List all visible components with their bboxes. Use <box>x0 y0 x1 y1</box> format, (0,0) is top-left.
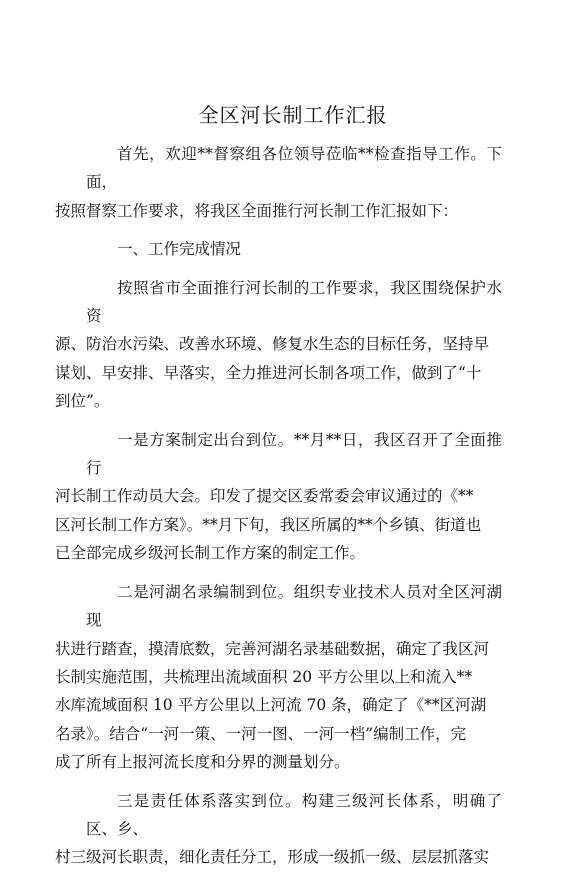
section-heading <box>86 235 502 263</box>
paragraph-line: 区河长制工作方案》。**月下旬，我区所属的**个乡镇、街道也 <box>55 515 482 534</box>
section-heading-text: 一、工作完成情况 <box>117 240 242 259</box>
paragraph-line: 已全部完成乡级河长制工作方案的制定工作。 <box>55 544 366 563</box>
paragraph-line: 二是河湖名录编制到位。组织专业技术人员对全区河湖现 <box>86 582 502 630</box>
paragraph-line: 成了所有上报河流长度和分界的测量划分。 <box>55 753 350 772</box>
paragraph-line: 名录》。结合“一河一策、一河一图、一河一档”编制工作，完 <box>55 724 467 743</box>
paragraph-line: 按照省市全面推行河长制的工作要求，我区围绕保护水资 <box>86 278 502 326</box>
paragraph-line: 村三级河长职责，细化责任分工，形成一级抓一级、层层抓落实 <box>55 848 490 867</box>
paragraph-line: 长制实施范围，共梳理出流域面积 20 平方公里以上和流入** <box>55 667 473 686</box>
paragraph-line: 一是方案制定出台到位。**月**日，我区召开了全面推行 <box>86 430 502 478</box>
document-title: 全区河长制工作汇报 <box>198 103 388 127</box>
paragraph-line: 源、防治水污染、改善水环境、修复水生态的目标任务，坚持早 <box>55 335 490 354</box>
paragraph-intro <box>55 140 502 225</box>
paragraph-line: 按照督察工作要求，将我区全面推行河长制工作汇报如下： <box>55 201 459 220</box>
paragraph-line: 水库流域面积 10 平方公里以上河流 70 条，确定了《**区河湖 <box>55 696 487 715</box>
paragraph-line: 状进行踏查，摸清底数，完善河湖名录基础数据，确定了我区河 <box>55 639 490 658</box>
paragraph-directory <box>55 578 502 777</box>
document-body <box>55 140 502 872</box>
paragraph-plan <box>55 426 502 568</box>
paragraph-responsibility <box>55 787 502 872</box>
paragraph-line: 首先，欢迎**督察组各位领导莅临**检查指导工作。下面， <box>86 145 502 192</box>
paragraph-overview <box>55 274 502 416</box>
paragraph-line: 三是责任体系落实到位。构建三级河长体系，明确了区、乡、 <box>86 791 502 838</box>
paragraph-line: 河长制工作动员大会。印发了提交区委常委会审议通过的《** <box>55 487 474 506</box>
paragraph-line: 谋划、早安排、早落实，全力推进河长制各项工作，做到了“十 <box>55 363 482 382</box>
paragraph-line: 到位”。 <box>55 392 110 411</box>
